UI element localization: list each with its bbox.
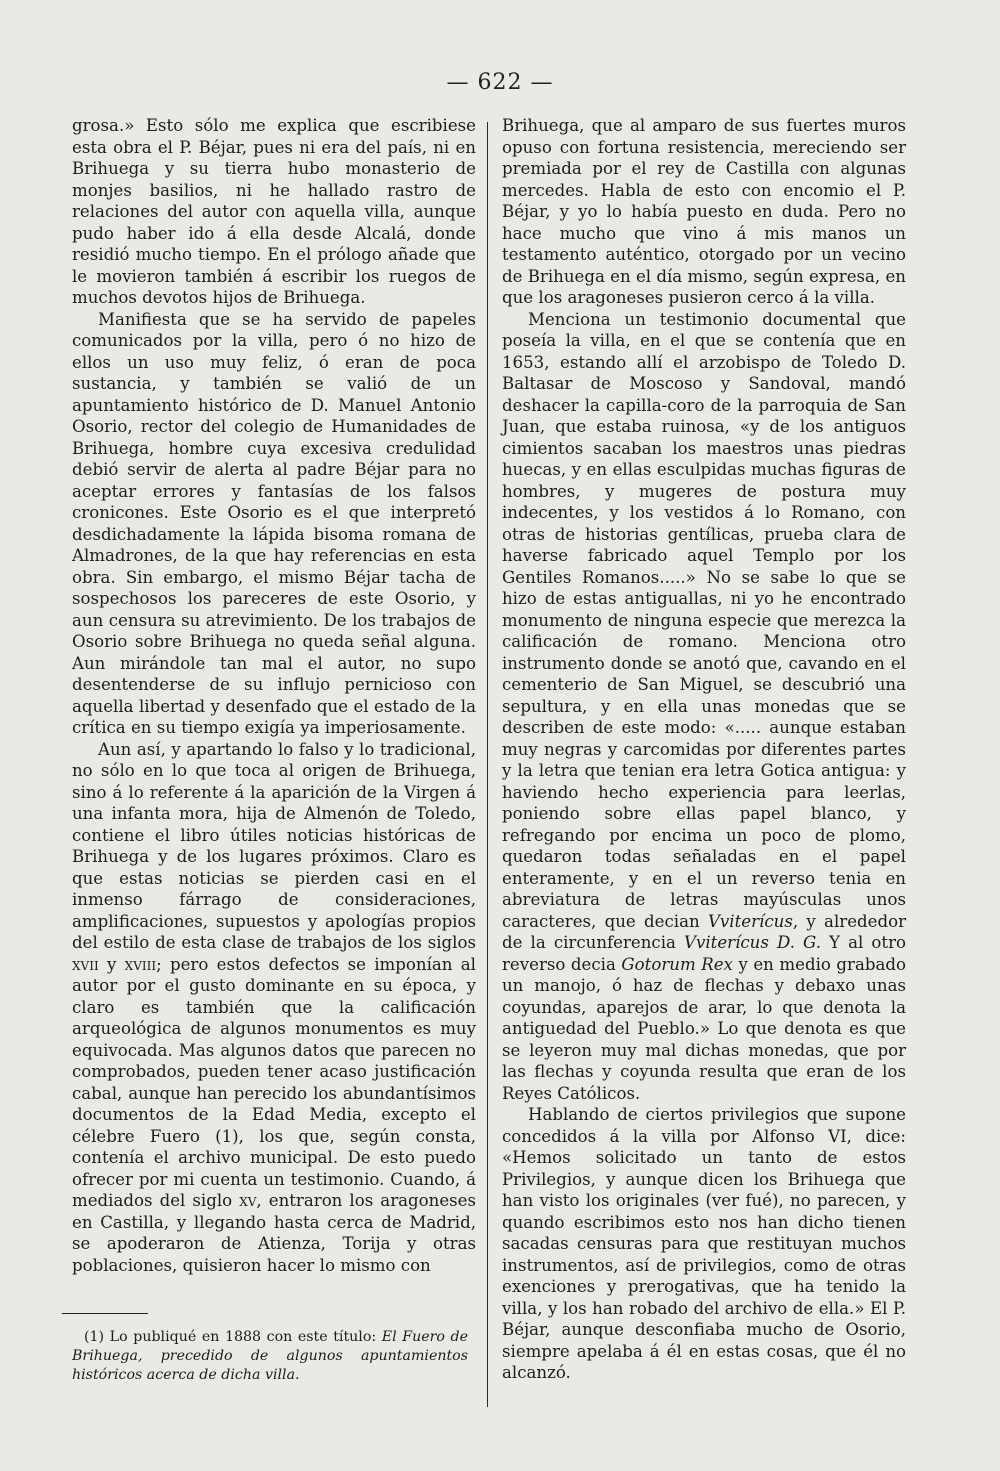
paragraph: grosa.» Esto sólo me explica que escribiese esta obra el P. Béjar, pues ni era del país, ni en Brihuega y su tierra hubo monasterio de monjes basilios, ni he hallado rastro de relaciones del autor con aquella villa, aunque pudo haber ido á ella desde Alcalá, donde residió mucho tiempo. En el prólogo añade que le movieron también á escribir los ruegos de muchos devotos hijos de Brihuega. xyxy=(72,116,476,307)
text-run: Menciona un testimonio documental que poseía la villa, en el que se contenía que en 1653, estando allí el arzobispo de Toledo D. Baltasar de Moscoso y Sandoval, mandó deshacer la capilla-coro de la parroquia de San Juan, que estaba ruinosa, «y de los antiguos cimientos sacaban los maestros unas piedras huecas, y en ellas esculpidas muchas figuras de hombres, y mugeres de postura muy indecentes, y los vestidos á lo Romano, con otras de historias gentílicas, prueba clara de haverse fabricado aquel Templo por los Gentiles Romanos.....» No se sabe lo que se hizo de estas antiguallas, ni yo he encontrado monumento de ninguna especie que merezca la calificación de romano. Menciona otro instrumento donde se anotó que, cavando en el cementerio de San Miguel, se descubrió una sepultura, y en ella unas monedas que se describen de este modo: «..... aunque estaban muy negras y carcomidas por diferentes partes y la letra que tenian era letra Gotica antigua: y haviendo hecho experiencia para leerlas, poniendo sobre ellas papel blanco, y refregando por encima un poco de plomo, quedaron todas señaladas en el papel enteramente, y en el un reverso tenia en abreviatura de letras mayúsculas unos caracteres, que decian xyxy=(502,309,906,931)
paragraph: Brihuega, que al amparo de sus fuertes muros opuso con fortuna resistencia, mereciendo ser premiada por el rey de Castilla con algunas mercedes. Habla de esto con encomio el P. Béjar, y yo lo había puesto en duda. Pero no hace mucho que vino á mis manos un testamento auténtico, otorgado por un vecino de Brihuega en el día mismo, según expresa, en que los aragoneses pusieron cerco á la villa. xyxy=(502,116,906,307)
paragraph xyxy=(502,309,906,1105)
text-run: y en medio grabado un manojo, ó haz de flechas y debaxo unas coyundas, aparejos de arar, lo que denota la antiguedad del Pueblo.» Lo que denota es que se leyeron muy mal dichas monedas, que por las flechas y coyunda resulta que eran de los Reyes Católicos. xyxy=(502,954,907,1103)
text-run: , entraron los aragoneses en Castilla, y llegando hasta cerca de Madrid, se apoderaron de Atienza, Torija y otras poblaciones, quisieron hacer lo mismo con xyxy=(72,1191,477,1275)
text-run: Y al otro reverso decia xyxy=(502,933,906,974)
paragraph: Manifiesta que se ha servido de papeles comunicados por la villa, pero ó no hizo de ellos un uso muy feliz, ó eran de poca sustancia, y también se valió de un apuntamiento histórico de D. Manuel Antonio Osorio, rector del colegio de Humanidades de Brihuega, hombre cuya excesiva credulidad debió servir de alerta al padre Béjar para no aceptar errores y fantasías de los falsos cronicones. Este Osorio es el que interpretó desdichadamente la lápida bisoma romana de Almadrones, de la que hay referencias en esta obra. Sin embargo, el mismo Béjar tacha de sospechosos los pareceres de este Osorio, y aun censura su atrevimiento. De los trabajos de Osorio sobre Brihuega no queda señal alguna. Aun mirándole tan mal el autor, no supo desentenderse de su influjo pernicioso con aquella libertad y desenfado que el estado de la crítica en su tiempo exigía ya imperiosamente. xyxy=(72,309,476,737)
footnote-title: El Fuero de Brihuega, precedido de algunos apuntamientos históricos acerca de dicha villa. xyxy=(72,1329,469,1383)
column-divider xyxy=(487,122,488,1407)
coin-inscription: Vviterícus D. G. xyxy=(684,933,821,952)
text-run: Aun así, y apartando lo falso y lo tradicional, no sólo en lo que toca al origen de Brihuega, sino á lo referente á la aparición de la Virgen á una infanta mora, hija de Almenón de Toledo, contiene el libro útiles noticias históricas de Brihuega y de los lugares próximos. Claro es que estas noticias se pierden casi en el inmenso fárrago de consideraciones, amplificaciones, supuestos y apologías propios del estilo de esta clase de trabajos de los siglos xyxy=(72,739,476,952)
text-run: ; pero estos defectos se imponían al autor por el gusto dominante en su época, y claro es también que la calificación arqueológica de algunos monumentos es muy equivocada. Mas algunos datos que parecen no comprobados, pueden tener acaso justificación cabal, aunque han perecido los abundantísimos documentos de la Edad Media, excepto el célebre Fuero (1), los que, según consta, contenía el archivo municipal. De esto puedo ofrecer por mi cuenta un testimonio. Cuando, á mediados del siglo xyxy=(72,954,476,1210)
paragraph xyxy=(72,739,476,1277)
century-numeral: xv xyxy=(239,1191,257,1210)
right-column xyxy=(502,115,906,1384)
coin-inscription: Gotorum Rex xyxy=(621,954,733,974)
footnote-rule xyxy=(62,1313,148,1314)
century-numeral: xviii xyxy=(124,954,157,974)
coin-inscription: Vviterícus xyxy=(707,911,793,931)
page-number: — 622 — xyxy=(446,70,554,95)
paragraph: Hablando de ciertos privilegios que supone concedidos á la villa por Alfonso VI, dice: «Hemos solicitado un tanto de estos Privilegios, y aunque dicen los Brihuega que han visto los originales (ver fué), no parecen, y quando escribimos esto nos han dicho tienen sacadas censuras para que restituyan muchos instrumentos, así de privilegios, como de otras exenciones y prerogativas, que ha tenido la villa, y los han robado del archivo de ella.» El P. Béjar, aunque desconfiaba mucho de Osorio, siempre apelaba á él en estas cosas, que él no alcanzó. xyxy=(502,1105,906,1382)
footnote xyxy=(72,1328,468,1385)
left-column xyxy=(72,115,476,1276)
century-numeral: xvii xyxy=(72,954,99,974)
footnote-lead: (1) Lo publiqué en 1888 con este título: xyxy=(84,1329,382,1345)
text-run: , y alrededor de la circunferencia xyxy=(502,911,907,952)
text-run: y xyxy=(98,954,125,974)
